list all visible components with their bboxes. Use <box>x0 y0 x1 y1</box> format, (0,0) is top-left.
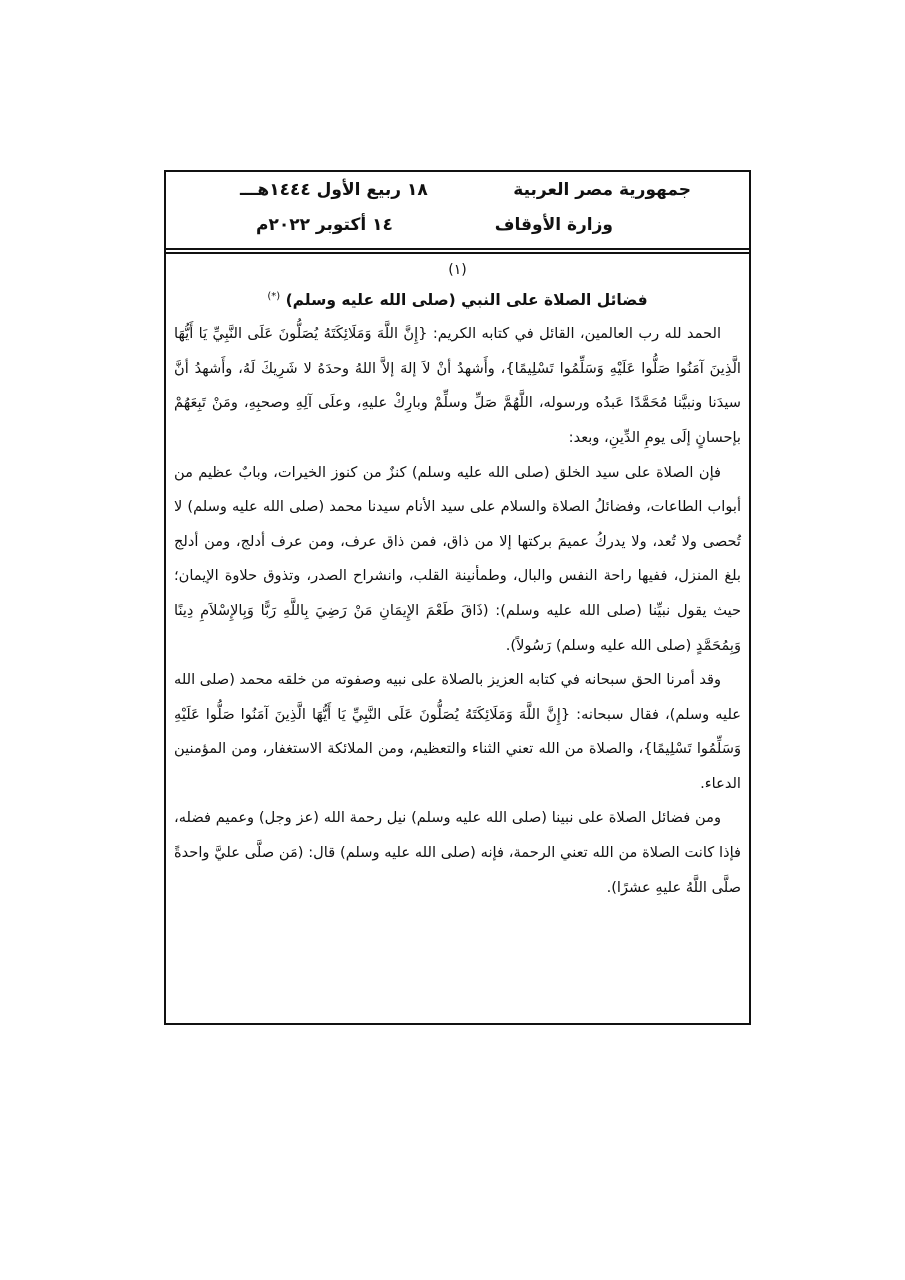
paragraph-1: الحمد لله رب العالمين، القائل في كتابه الكريم: {إِنَّ اللَّهَ وَمَلَائِكَتَهُ يُصَلُّونَ عَلَى النَّبِيِّ يَا أَيُّهَا الَّذِينَ آمَنُوا صَلُّوا عَلَيْهِ وَسَلِّمُوا تَسْلِيمًا}، وأَشهدُ أنْ لاَ إلهَ إلاَّ اللهُ وحدَهُ لا شَرِيكَ لَهُ، وأَشهدُ أنَّ سيدَنا ونبيَّنا مُحَمَّدًا عَبدُه ورسوله، اللَّهُمَّ صَلِّ وسلِّمْ وبارِكْ عليهِ، وعلَى آلِهِ وصحبِهِ، ومَنْ تَبِعَهُمْ بإحسانٍ إلَى يومِ الدِّينِ، وبعد: <box>174 325 741 446</box>
country-name: جمهورية مصر العربية <box>513 180 691 200</box>
document-title <box>174 282 741 315</box>
document-body <box>174 258 741 905</box>
page-header <box>166 172 749 250</box>
document-frame <box>164 170 751 1025</box>
gregorian-date: ١٤ أكتوبر ٢٠٢٢م <box>256 215 393 235</box>
header-divider <box>166 252 749 254</box>
paragraph-2: فإن الصلاة على سيد الخلق (صلى الله عليه وسلم) كنزٌ من كنوز الخيرات، وبابٌ عظيم من أبواب الطاعات، وفضائلُ الصلاة والسلام على سيد الأنام سيدنا محمد (صلى الله عليه وسلم) لا تُحصى ولا تُعد، ولا يدركُ عميمَ بركتها إلا من ذاق، فمن ذاق عرف، ومن عرف أدلج، ومن أدلج بلغ المنزل، ففيها راحة النفس والبال، وطمأنينة القلب، وانشراح الصدر، وتذوق حلاوة الإيمان؛ حيث يقول نبيِّنا (صلى الله عليه وسلم): (ذَاقَ طَعْمَ الإِيمَانِ مَنْ رَضِيَ بِاللَّهِ رَبًّا وَبِالإِسْلاَمِ دِينًا وَبِمُحَمَّدٍ (صلى الله عليه وسلم) رَسُولاً). <box>174 463 741 654</box>
hijri-date: ١٨ ربيع الأول ١٤٤٤هـــ <box>240 180 428 200</box>
paragraph-3: وقد أمرنا الحق سبحانه في كتابه العزيز بالصلاة على نبيه وصفوته من خلقه محمد (صلى الله عليه وسلم)، فقال سبحانه: {إِنَّ اللَّهَ وَمَلَائِكَتَهُ يُصَلُّونَ عَلَى النَّبِيِّ يَا أَيُّهَا الَّذِينَ آمَنُوا صَلُّوا عَلَيْهِ وَسَلِّمُوا تَسْلِيمًا}، والصلاة من الله تعني الثناء والتعظيم، ومن الملائكة الاستغفار، ومن المؤمنين الدعاء. <box>174 671 741 792</box>
page-number: (١) <box>448 262 467 278</box>
title-footnote-mark: (*) <box>267 291 281 302</box>
title-text: فضائل الصلاة على النبي (صلى الله عليه وسلم) <box>285 291 648 310</box>
paragraph-4: ومن فضائل الصلاة على نبينا (صلى الله عليه وسلم) نيل رحمة الله (عز وجل) وعميم فضله، فإذا كانت الصلاة من الله تعني الرحمة، فإنه (صلى الله عليه وسلم) قال: (مَن صلَّى عليَّ واحدةً صلَّى اللَّهُ عليهِ عشرًا). <box>174 809 741 896</box>
ministry-name: وزارة الأوقاف <box>494 215 613 235</box>
